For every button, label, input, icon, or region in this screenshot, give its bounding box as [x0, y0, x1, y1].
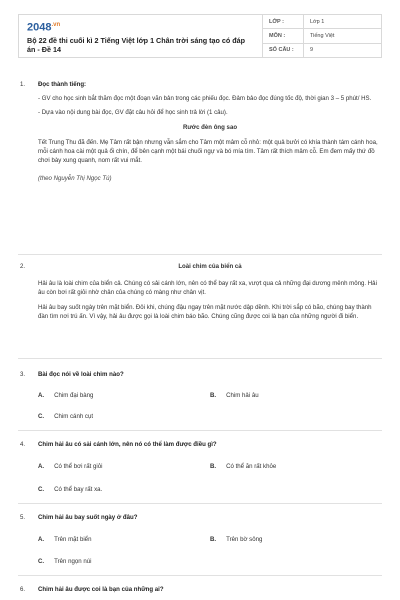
- meta-row-grade: LỚP : Lớp 1: [263, 15, 381, 29]
- question-5: [18, 513, 382, 522]
- story-text: Hải âu bay suốt ngày trên mặt biển. Đôi khi, chúng đậu ngay trên mặt nước dập dềnh. Khi trời sắp có bão, chúng bay thành đàn tìm nơi trú ấn. Vì vậy, hải âu được gọi là loài chim báo bão. Chúng cũng được coi là bạn của những người đi biển.: [38, 304, 372, 320]
- meta-row-subject: MÔN : Tiếng Việt: [263, 29, 381, 43]
- instruction-line: - Dựa vào nội dung bài đọc, GV đặt câu hỏi để học sinh trả lời (1 câu).: [38, 109, 228, 116]
- divider: [18, 575, 382, 576]
- meta-row-count: SỐ CÂU : 9: [263, 44, 381, 57]
- question-title: Đọc thành tiếng:: [38, 81, 87, 88]
- question-2: [18, 262, 382, 321]
- option-c[interactable]: C. Trên ngọn núi: [38, 558, 92, 565]
- site-logo[interactable]: $2048^{.vn}$: [27, 21, 61, 34]
- divider: [18, 358, 382, 359]
- question-4: [18, 440, 382, 449]
- story-author: (theo Nguyễn Thị Ngọc Tú): [38, 175, 112, 182]
- option-c[interactable]: C. Có thể bay rất xa.: [38, 486, 103, 493]
- story-title: Rước đèn ông sao: [182, 124, 238, 131]
- option-b[interactable]: B. Có thể ăn rất khỏe: [210, 463, 277, 470]
- document-header: [18, 14, 382, 58]
- question-6: [18, 585, 382, 594]
- option-a[interactable]: A. Chim đại bàng: [38, 392, 94, 399]
- question-number: 5.: [20, 514, 26, 521]
- question-title: Chim hải âu có sải cánh lớn, nên nó có thể làm được điều gì?: [38, 441, 217, 448]
- question-title: Chim hải âu bay suốt ngày ở đâu?: [38, 514, 138, 521]
- instruction-line: - GV cho học sinh bắt thăm đọc một đoạn văn bản trong các phiếu đọc. Đảm bảo đọc đúng tốc độ, thời gian 3 – 5 phút/ HS.: [38, 95, 372, 102]
- story-text: Hải âu là loài chim của biển cả. Chúng có sải cánh lớn, nên có thể bay rất xa, vượt qua cả những đại dương mênh mông. Hải âu còn bơi rất giỏi nhờ chân của chúng có màng như chân vịt.: [38, 280, 377, 296]
- header-title-block: [19, 15, 263, 57]
- document-title: Bộ 22 đề thi cuối kì 2 Tiếng Việt lớp 1 Chân trời sáng tạo có đáp án - Đề 14: [27, 35, 246, 54]
- header-meta: [263, 15, 381, 57]
- question-number: 6.: [20, 586, 26, 593]
- story-title: Loài chim của biển cả: [178, 263, 242, 270]
- option-c[interactable]: C. Chim cánh cụt: [38, 413, 94, 420]
- story-text: Tết Trung Thu đã đến. Mẹ Tâm rất bận nhưng vẫn sắm cho Tâm một mâm cỗ nhỏ: một quả bưởi có khía thành tám cánh hoa, mỗi cánh hoa cài một quả ổi chín, để bên cạnh một bái chuối ngự và bó mía tím. Tâm rất thích mâm cỗ. Em đem mấy thứ đồ chơi bày xung quanh, nom rất vui mắt.: [38, 139, 378, 164]
- question-title: Bài đọc nói về loài chim nào?: [38, 371, 124, 378]
- question-number: 3.: [20, 371, 26, 378]
- option-b[interactable]: B. Chim hải âu: [210, 392, 259, 399]
- question-number: 2.: [20, 263, 26, 270]
- question-3: [18, 370, 382, 379]
- divider: [18, 503, 382, 504]
- question-1: [18, 80, 382, 183]
- question-number: 4.: [20, 441, 26, 448]
- divider: [18, 430, 382, 431]
- question-number: 1.: [20, 81, 26, 88]
- option-a[interactable]: A. Trên mặt biển: [38, 536, 92, 543]
- option-b[interactable]: B. Trên bờ sông: [210, 536, 263, 543]
- option-a[interactable]: A. Có thể bơi rất giỏi: [38, 463, 103, 470]
- divider: [18, 254, 382, 255]
- question-title: Chim hải âu được coi là bạn của những ai?: [38, 586, 164, 593]
